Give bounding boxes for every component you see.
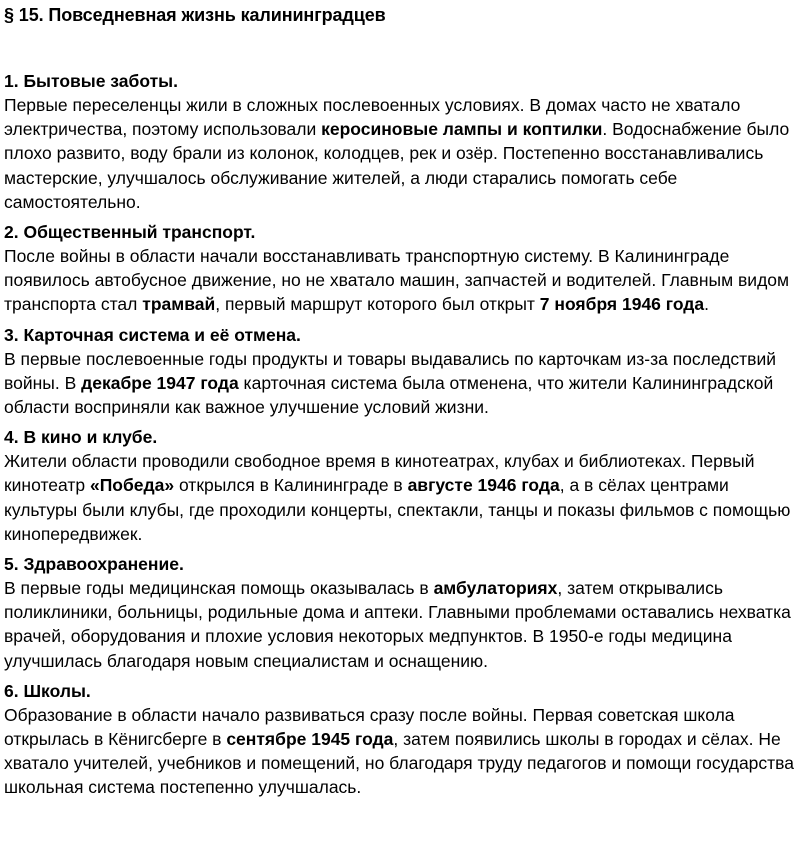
- section-heading: 3. Карточная система и её отмена.: [4, 324, 301, 345]
- sections-container: [4, 69, 796, 800]
- section-3: [4, 323, 796, 420]
- section-heading: 4. В кино и клубе.: [4, 427, 158, 448]
- section-text: [4, 449, 796, 546]
- section-heading: 2. Общественный транспорт.: [4, 222, 256, 243]
- highlighted-term: декабре 1947 года: [81, 372, 239, 393]
- page-title: § 15. Повседневная жизнь калининградцев: [4, 5, 386, 25]
- section-4: [4, 425, 796, 546]
- highlighted-term: 7 ноября 1946 года: [539, 294, 705, 315]
- section-6: [4, 679, 796, 800]
- section-text: [4, 576, 796, 673]
- text-run: карточная система была отменена, что жители Калининградской области восприняли как важное улучшение условий жизни.: [4, 372, 774, 418]
- section-1: [4, 69, 796, 214]
- text-run: , затем открывались поликлиники, больницы, родильные дома и аптеки. Главными проблемами оставались нехватка врачей, оборудования и плохие условия некоторых медпунктов. В 1950-е годы медицина улучшилась благодаря новым специалистам и оснащению.: [4, 578, 791, 671]
- text-run: В первые годы медицинская помощь оказывалась в: [4, 578, 434, 599]
- text-run: Образование в области начало развиваться сразу после войны. Первая советская школа открылась в Кёнигсберге в: [4, 704, 735, 750]
- highlighted-term: амбулаториях: [433, 578, 558, 599]
- text-run: После войны в области начали восстанавливать транспортную систему. В Калининграде появилось автобусное движение, но не хватало машин, запчастей и водителей. Главным видом транспорта стал: [4, 246, 790, 315]
- highlighted-term: сентябре 1945 года: [226, 729, 394, 750]
- text-run: .: [704, 294, 709, 315]
- section-text: [4, 244, 796, 317]
- section-heading: 1. Бытовые заботы.: [4, 71, 178, 91]
- text-run: , затем появились школы в городах и сёлах. Не хватало учителей, учебников и помещений, но благодаря труду педагогов и помощи государства школьная система постепенно улучшалась.: [4, 729, 795, 798]
- text-run: Первые переселенцы жили в сложных послевоенных условиях. В домах часто не хватало электричества, поэтому использовали: [4, 95, 741, 140]
- highlighted-term: керосиновые лампы и коптилки: [321, 119, 603, 140]
- section-text: [4, 703, 796, 800]
- section-5: [4, 552, 796, 673]
- text-run: открылся в Калининграде в: [174, 475, 408, 496]
- highlighted-term: трамвай: [142, 294, 216, 315]
- section-heading: 6. Школы.: [4, 680, 91, 701]
- section-text: [4, 347, 796, 420]
- highlighted-term: августе 1946 года: [407, 475, 560, 496]
- section-heading: 5. Здравоохранение.: [4, 554, 184, 575]
- text-run: , а в сёлах центрами культуры были клубы, где проходили концерты, спектакли, танцы и показы фильмов с помощью кинопередвижек.: [4, 475, 791, 544]
- text-run: Жители области проводили свободное время в кинотеатрах, клубах и библиотеках. Первый кинотеатр: [4, 451, 755, 496]
- text-run: В первые послевоенные годы продукты и товары выдавались по карточкам из-за последствий войны. В: [4, 348, 777, 393]
- document-page: [4, 0, 796, 806]
- highlighted-term: «Победа»: [89, 475, 175, 496]
- text-run: . Водоснабжение было плохо развито, воду брали из колонок, колодцев, рек и озёр. Постепенно восстанавливались мастерские, улучшалось обслуживание жителей, а люди старались помогать себе самостоятельно.: [4, 119, 790, 212]
- section-2: [4, 220, 796, 317]
- section-text: [4, 93, 796, 214]
- text-run: , первый маршрут которого был открыт: [215, 294, 540, 315]
